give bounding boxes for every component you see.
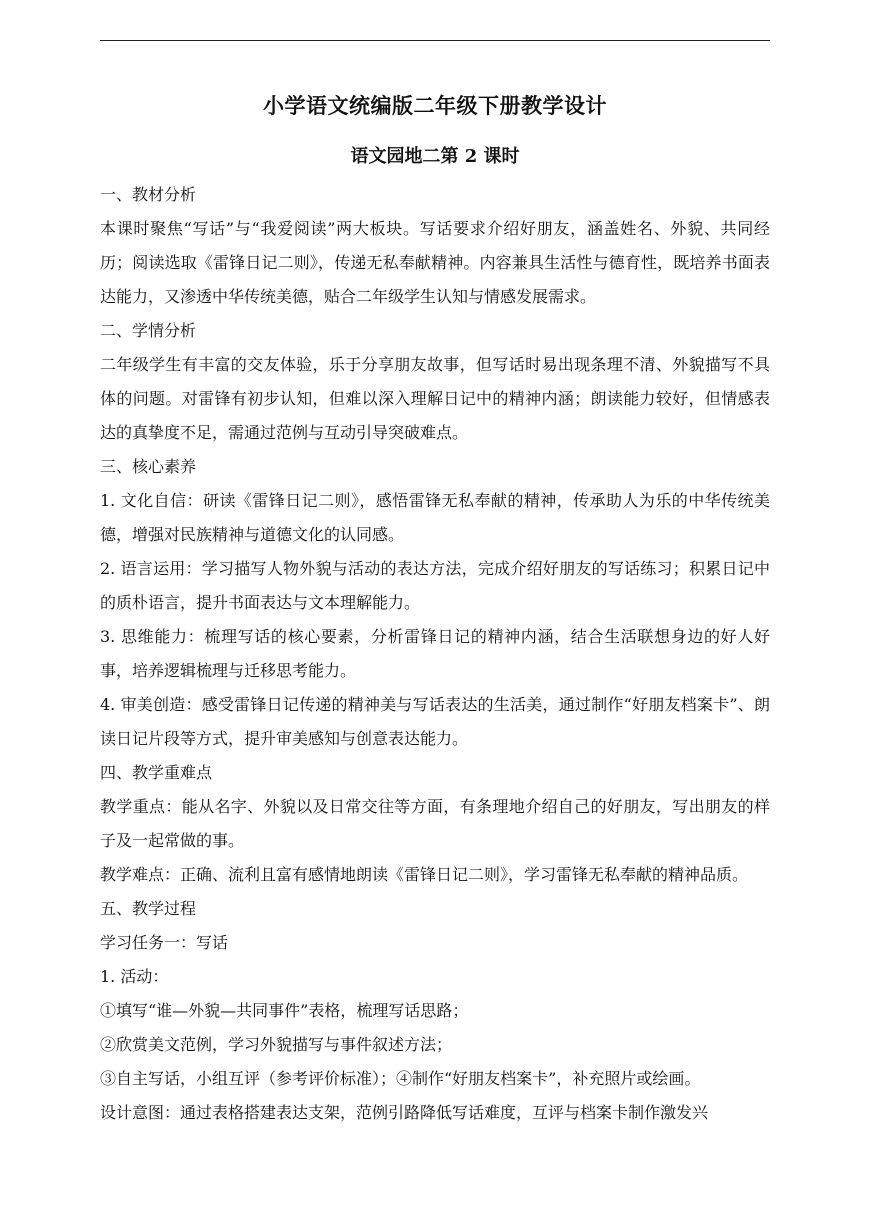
section-heading-textbook-analysis: 一、教材分析 bbox=[100, 185, 197, 204]
core-literacy-item: 1. 文化自信：研读《雷锋日记二则》，感悟雷锋无私奉献的精神，传承助人为乐的中华传统美德，增强对民族精神与道德文化的认同感。 bbox=[100, 491, 770, 544]
activity-step: ②欣赏美文范例，学习外貌描写与事件叙述方法； bbox=[100, 1035, 453, 1054]
core-literacy-item: 2. 语言运用：学习描写人物外貌与活动的表达方法，完成介绍好朋友的写话练习；积累日记中的质朴语言，提升书面表达与文本理解能力。 bbox=[100, 559, 770, 612]
document-title: 小学语文统编版二年级下册教学设计 bbox=[263, 93, 607, 118]
header-rule bbox=[100, 40, 770, 41]
section-text-student-analysis: 二年级学生有丰富的交友体验，乐于分享朋友故事，但写话时易出现条理不清、外貌描写不具体的问题。对雷锋有初步认知，但难以深入理解日记中的精神内涵；朗读能力较好，但情感表达的真挚度不足，需通过范例与互动引导突破难点。 bbox=[100, 355, 770, 442]
activity-label: 1. 活动： bbox=[100, 967, 169, 986]
learning-task-heading: 学习任务一：写话 bbox=[100, 933, 229, 952]
section-heading-student-analysis: 二、学情分析 bbox=[100, 321, 197, 340]
teaching-difficult-point: 教学难点：正确、流利且富有感情地朗读《雷锋日记二则》，学习雷锋无私奉献的精神品质。 bbox=[100, 865, 749, 884]
core-literacy-item: 4. 审美创造：感受雷锋日记传递的精神美与写话表达的生活美，通过制作“好朋友档案卡”、朗读日记片段等方式，提升审美感知与创意表达能力。 bbox=[100, 695, 770, 748]
document-body bbox=[100, 178, 770, 1130]
activity-step: ①填写“谁—外貌—共同事件”表格，梳理写话思路； bbox=[100, 1001, 469, 1020]
section-heading-teaching-process: 五、教学过程 bbox=[100, 899, 197, 918]
core-literacy-item: 3. 思维能力：梳理写话的核心要素，分析雷锋日记的精神内涵，结合生活联想身边的好人好事，培养逻辑梳理与迁移思考能力。 bbox=[100, 627, 770, 680]
section-heading-key-difficult: 四、教学重难点 bbox=[100, 763, 213, 782]
section-heading-core-literacy: 三、核心素养 bbox=[100, 457, 197, 476]
design-intent: 设计意图：通过表格搭建表达支架，范例引路降低写话难度，互评与档案卡制作激发兴 bbox=[100, 1103, 709, 1122]
section-text-textbook-analysis: 本课时聚焦“写话”与“我爱阅读”两大板块。写话要求介绍好朋友，涵盖姓名、外貌、共同经历；阅读选取《雷锋日记二则》，传递无私奉献精神。内容兼具生活性与德育性，既培养书面表达能力，又渗透中华传统美德，贴合二年级学生认知与情感发展需求。 bbox=[100, 219, 770, 306]
teaching-key-point: 教学重点：能从名字、外貌以及日常交往等方面，有条理地介绍自己的好朋友，写出朋友的样子及一起常做的事。 bbox=[100, 797, 770, 850]
activity-step: ③自主写话，小组互评（参考评价标准）；④制作“好朋友档案卡”，补充照片或绘画。 bbox=[100, 1069, 701, 1088]
document-subtitle: 语文园地二第 2 课时 bbox=[350, 146, 520, 167]
